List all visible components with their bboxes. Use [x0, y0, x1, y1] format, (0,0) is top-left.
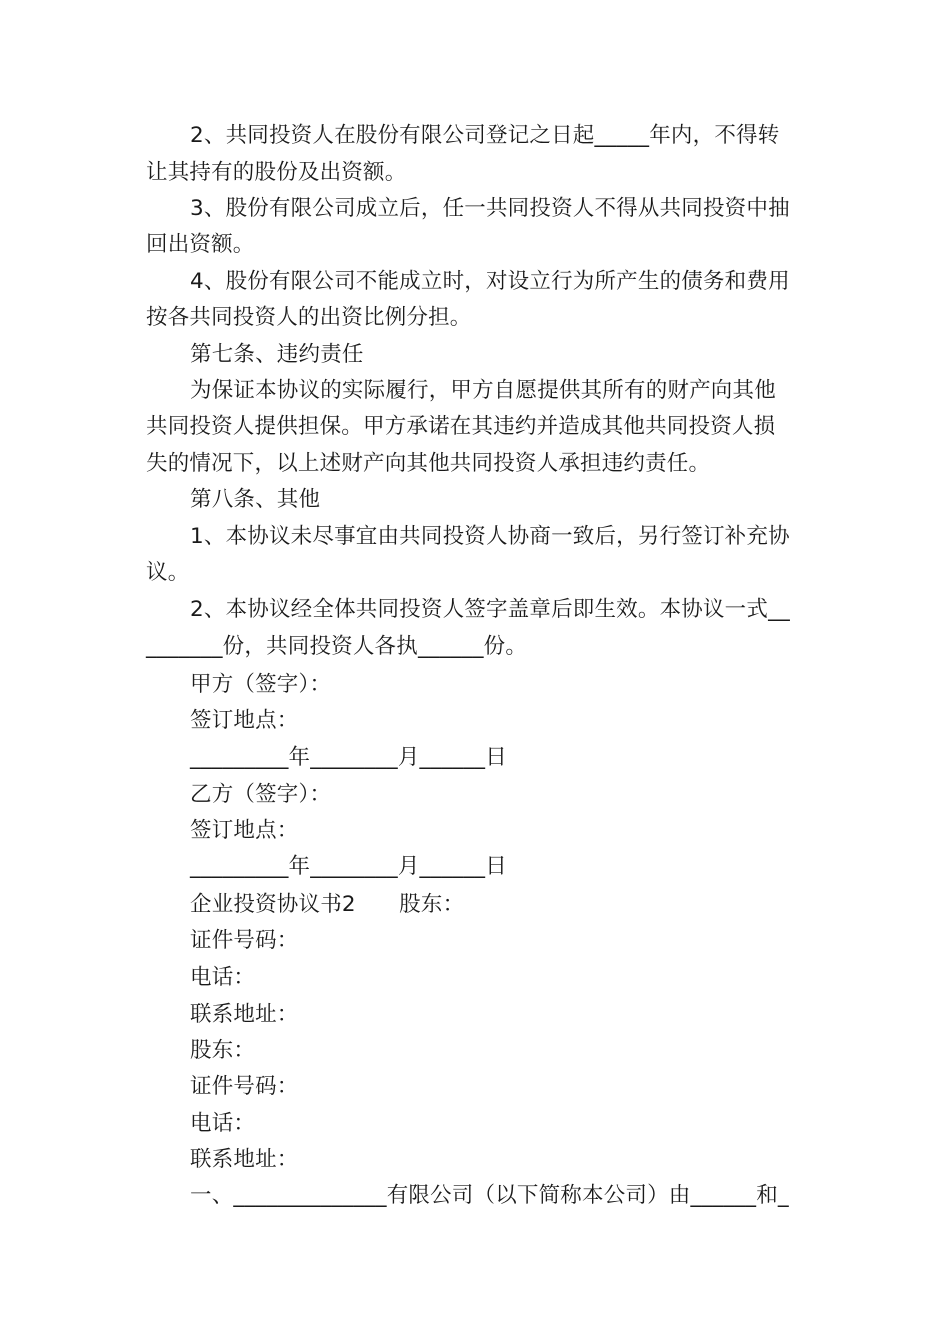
- date-field: _________年________月______日: [190, 854, 507, 879]
- section-heading: 第八条、其他: [190, 487, 321, 512]
- paragraph-line: 3、股份有限公司成立后，任一共同投资人不得从共同投资中抽: [190, 196, 790, 221]
- paragraph-line: 为保证本协议的实际履行，甲方自愿提供其所有的财产向其他: [190, 378, 776, 403]
- section-heading: 第七条、违约责任: [190, 342, 364, 367]
- phone-field: 电话：: [190, 965, 256, 990]
- paragraph-line: 2、本协议经全体共同投资人签字盖章后即生效。本协议一式__: [190, 597, 790, 622]
- date-field: _________年________月______日: [190, 745, 507, 770]
- paragraph-line: 2、共同投资人在股份有限公司登记之日起_____年内，不得转: [190, 123, 780, 148]
- signature-field: 乙方（签字）：: [190, 782, 332, 807]
- id-number-field: 证件号码：: [190, 1074, 299, 1099]
- address-field: 联系地址：: [190, 1147, 299, 1172]
- paragraph-line: 共同投资人提供担保。甲方承诺在其违约并造成其他共同投资人损: [146, 414, 776, 439]
- shareholder-field: 股东：: [190, 1038, 256, 1063]
- id-number-field: 证件号码：: [190, 928, 299, 953]
- paragraph-line: 议。: [146, 560, 190, 585]
- paragraph-line: 按各共同投资人的出资比例分担。: [146, 305, 472, 330]
- paragraph-line: _______份，共同投资人各执______份。: [146, 634, 528, 659]
- signing-location-field: 签订地点：: [190, 818, 299, 843]
- paragraph-line: 4、股份有限公司不能成立时，对设立行为所产生的债务和费用: [190, 269, 790, 294]
- signature-field: 甲方（签字）：: [190, 672, 332, 697]
- phone-field: 电话：: [190, 1111, 256, 1136]
- paragraph-line: 让其持有的股份及出资额。: [146, 160, 407, 185]
- paragraph-line: 失的情况下，以上述财产向其他共同投资人承担违约责任。: [146, 451, 711, 476]
- paragraph-line: 1、本协议未尽事宜由共同投资人协商一致后，另行签订补充协: [190, 524, 790, 549]
- paragraph-line: 回出资额。: [146, 232, 255, 257]
- paragraph-line: 一、______________有限公司（以下简称本公司）由______和_: [190, 1183, 789, 1208]
- signing-location-field: 签订地点：: [190, 708, 299, 733]
- address-field: 联系地址：: [190, 1002, 299, 1027]
- document-title: 企业投资协议书2 股东：: [190, 892, 465, 917]
